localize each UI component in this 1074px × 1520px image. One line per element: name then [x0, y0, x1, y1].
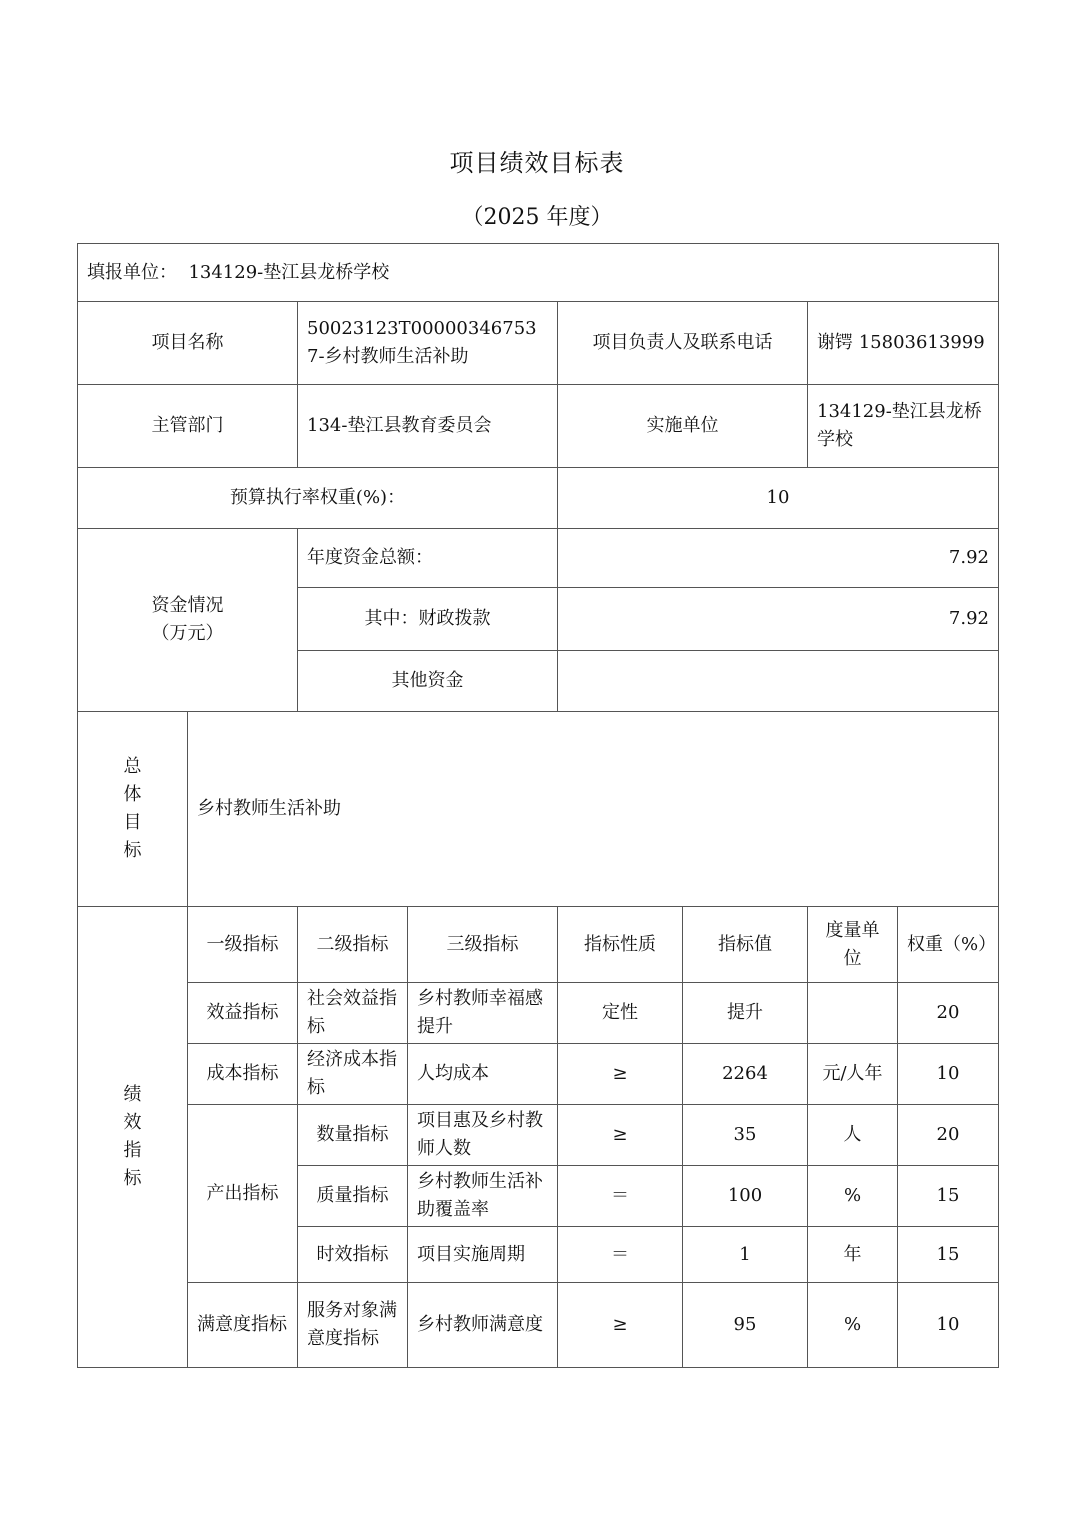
- cell-level1: 成本指标: [188, 1044, 298, 1105]
- table-row: [78, 1044, 999, 1105]
- project-contact-label: 项目负责人及联系电话: [558, 302, 808, 385]
- project-name-label: 项目名称: [78, 302, 298, 385]
- table-row: [78, 983, 999, 1044]
- cell-value: 100: [683, 1166, 808, 1227]
- cell-nature: ＝: [558, 1227, 683, 1283]
- performance-target-table: [77, 243, 999, 1368]
- cell-weight: 15: [898, 1227, 999, 1283]
- header-level2: 二级指标: [298, 907, 408, 983]
- cell-level1: 效益指标: [188, 983, 298, 1044]
- budget-row: [78, 468, 999, 529]
- cell-weight: 10: [898, 1044, 999, 1105]
- perf-char: 效: [123, 1112, 142, 1133]
- header-unit: 度量单位: [808, 907, 898, 983]
- funds-total-label: 年度资金总额：: [298, 529, 558, 588]
- cell-level1-output: 产出指标: [188, 1105, 298, 1283]
- cell-unit: [808, 983, 898, 1044]
- cell-level2: 社会效益指标: [298, 983, 408, 1044]
- page-subtitle-year: （2025 年度）: [461, 205, 613, 230]
- cell-level3: 项目惠及乡村教师人数: [408, 1105, 558, 1166]
- cell-value: 提升: [683, 983, 808, 1044]
- cell-nature: ≥: [558, 1283, 683, 1368]
- project-contact-value: 谢锷 15803613999: [808, 302, 999, 385]
- cell-weight: 20: [898, 983, 999, 1044]
- cell-level3: 乡村教师生活补助覆盖率: [408, 1166, 558, 1227]
- header-level1: 一级指标: [188, 907, 298, 983]
- unit-label: 填报单位：: [87, 261, 177, 283]
- page-title: 项目绩效目标表: [449, 149, 625, 177]
- cell-unit: %: [808, 1166, 898, 1227]
- unit-value: 134129-垫江县龙桥学校: [188, 261, 390, 283]
- cell-nature: ≥: [558, 1105, 683, 1166]
- cell-unit: 人: [808, 1105, 898, 1166]
- cell-unit: 元/人年: [808, 1044, 898, 1105]
- header-value: 指标值: [683, 907, 808, 983]
- cell-value: 2264: [683, 1044, 808, 1105]
- cell-unit: 年: [808, 1227, 898, 1283]
- cell-value: 95: [683, 1283, 808, 1368]
- overall-goal-label: [78, 712, 188, 907]
- funds-fiscal-value: 7.92: [558, 588, 999, 651]
- funds-fiscal-label: 其中：财政拨款: [298, 588, 558, 651]
- perf-char: 指: [123, 1140, 142, 1161]
- unit-cell: [78, 244, 999, 302]
- cell-level1: 满意度指标: [188, 1283, 298, 1368]
- cell-unit: %: [808, 1283, 898, 1368]
- overall-goal-value: 乡村教师生活补助: [188, 712, 999, 907]
- perf-char: 标: [123, 1168, 142, 1189]
- perf-header-row: [78, 907, 999, 983]
- cell-weight: 20: [898, 1105, 999, 1166]
- cell-level3: 乡村教师满意度: [408, 1283, 558, 1368]
- cell-value: 35: [683, 1105, 808, 1166]
- cell-nature: 定性: [558, 983, 683, 1044]
- dept-value: 134-垫江县教育委员会: [298, 385, 558, 468]
- table-row: [78, 1105, 999, 1166]
- dept-row: [78, 385, 999, 468]
- header-level3: 三级指标: [408, 907, 558, 983]
- perf-char: 绩: [123, 1084, 142, 1105]
- cell-level2: 服务对象满意度指标: [298, 1283, 408, 1368]
- cell-level2: 经济成本指标: [298, 1044, 408, 1105]
- goal-char: 标: [123, 840, 142, 861]
- table-row: [78, 1283, 999, 1368]
- cell-weight: 15: [898, 1166, 999, 1227]
- cell-level3: 项目实施周期: [408, 1227, 558, 1283]
- funds-total-row: [78, 529, 999, 588]
- funds-other-value: [558, 651, 999, 712]
- overall-goal-row: [78, 712, 999, 907]
- unit-row: [78, 244, 999, 302]
- cell-nature: ≥: [558, 1044, 683, 1105]
- cell-level2: 数量指标: [298, 1105, 408, 1166]
- funds-label-line2: （万元）: [151, 623, 224, 644]
- goal-char: 总: [123, 756, 142, 777]
- budget-weight-value: 10: [558, 468, 999, 529]
- dept-label: 主管部门: [78, 385, 298, 468]
- cell-nature: ＝: [558, 1166, 683, 1227]
- cell-level2: 质量指标: [298, 1166, 408, 1227]
- cell-value: 1: [683, 1227, 808, 1283]
- header-weight: 权重（%）: [898, 907, 999, 983]
- cell-weight: 10: [898, 1283, 999, 1368]
- project-row: [78, 302, 999, 385]
- impl-unit-label: 实施单位: [558, 385, 808, 468]
- funds-label-line1: 资金情况: [151, 595, 224, 616]
- funds-total-value: 7.92: [558, 529, 999, 588]
- funds-other-label: 其他资金: [298, 651, 558, 712]
- header-nature: 指标性质: [558, 907, 683, 983]
- cell-level2: 时效指标: [298, 1227, 408, 1283]
- cell-level3: 乡村教师幸福感提升: [408, 983, 558, 1044]
- cell-level3: 人均成本: [408, 1044, 558, 1105]
- goal-char: 体: [123, 784, 142, 805]
- budget-weight-label: 预算执行率权重(%)：: [78, 468, 558, 529]
- perf-indicators-label: [78, 907, 188, 1368]
- impl-unit-value: 134129-垫江县龙桥学校: [808, 385, 999, 468]
- funds-label: [78, 529, 298, 712]
- goal-char: 目: [123, 812, 142, 833]
- project-name-value: 50023123T000003467537-乡村教师生活补助: [298, 302, 558, 385]
